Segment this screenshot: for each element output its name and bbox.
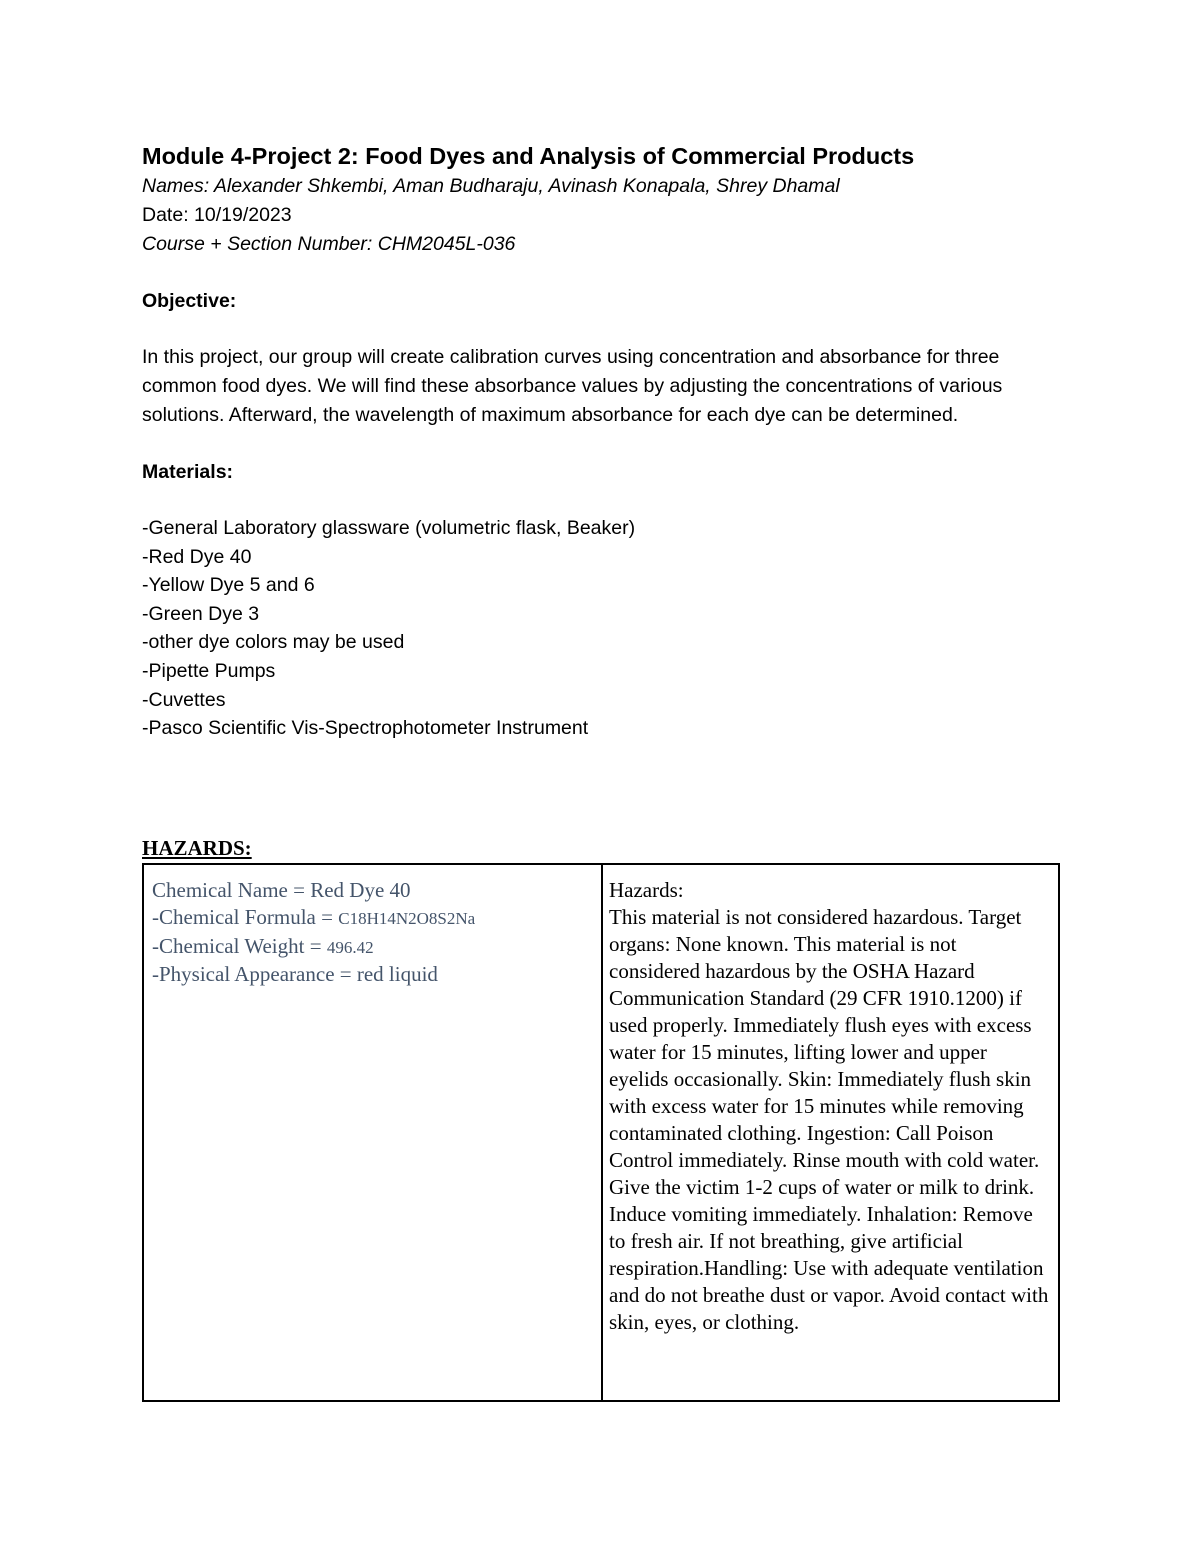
spacer xyxy=(142,487,1072,514)
chemical-weight-value: 496.42 xyxy=(326,937,374,957)
objective-heading: Objective: xyxy=(142,290,237,312)
chemical-weight xyxy=(152,933,593,961)
chemical-formula xyxy=(152,904,593,932)
materials-item: -Cuvettes xyxy=(142,688,226,711)
objective-text: In this project, our group will create calibration curves using concentration and absorbance for three common food dyes. We will find these absorbance values by adjusting the concentrations of various solutions. Afterward, the wavelength of maximum absorbance for each dye can be determined. xyxy=(142,346,1003,426)
materials-item: -Yellow Dye 5 and 6 xyxy=(142,574,315,597)
hazard-details-text: This material is not considered hazardous. Target organs: None known. This material is not considered hazardous by the OSHA Hazard Communication Standard (29 CFR 1910.1200) if used properly. Immediately flush eyes with excess water for 15 minutes, lifting lower and upper eyelids occasionally. Skin: Immediately flush skin with excess water for 15 minutes while removing contaminated clothing. Ingestion: Call Poison Control immediately. Rinse mouth with cold water. Give the victim 1-2 cups of water or milk to drink. Induce vomiting immediately. Inhalation: Remove to fresh air. If not breathing, give artificial respiration.Handling: Use with adequate ventilation and do not breathe dust or vapor. Avoid contact with skin, eyes, or clothing. xyxy=(609,905,1049,1334)
spacer xyxy=(142,259,1072,287)
materials-item: -Pasco Scientific Vis-Spectrophotometer Instrument xyxy=(142,717,589,740)
chemical-info-cell xyxy=(144,865,603,1400)
materials-item: -General Laboratory glassware (volumetric flask, Beaker) xyxy=(142,517,636,539)
hazard-details-label: Hazards: xyxy=(609,878,684,902)
chemical-name: Chemical Name = Red Dye 40 xyxy=(152,878,411,902)
hazards-table xyxy=(142,863,1060,1402)
hazards-heading: HAZARDS: xyxy=(142,836,252,860)
names-line: Names: Alexander Shkembi, Aman Budharaju, Avinash Konapala, Shrey Dhamal xyxy=(142,175,840,197)
chemical-formula-value: C18H14N2O8S2Na xyxy=(338,909,476,929)
hazard-details-cell xyxy=(603,865,1058,1400)
spacer xyxy=(142,430,1072,458)
date-line: Date: 10/19/2023 xyxy=(142,204,292,226)
materials-heading: Materials: xyxy=(142,461,234,483)
materials-item: -Green Dye 3 xyxy=(142,602,260,625)
chemical-weight-label: -Chemical Weight = xyxy=(152,933,327,958)
document-title: Module 4-Project 2: Food Dyes and Analysis of Commercial Products xyxy=(142,143,915,169)
document-body xyxy=(142,140,1072,743)
materials-item: -Pipette Pumps xyxy=(142,659,276,682)
chemical-formula-label: -Chemical Formula = xyxy=(152,905,339,930)
materials-list xyxy=(142,514,1072,743)
spacer xyxy=(142,316,1072,343)
course-line: Course + Section Number: CHM2045L-036 xyxy=(142,233,516,255)
materials-item: -Red Dye 40 xyxy=(142,545,252,568)
materials-item: -other dye colors may be used xyxy=(142,631,405,654)
chemical-appearance: -Physical Appearance = red liquid xyxy=(152,962,438,987)
